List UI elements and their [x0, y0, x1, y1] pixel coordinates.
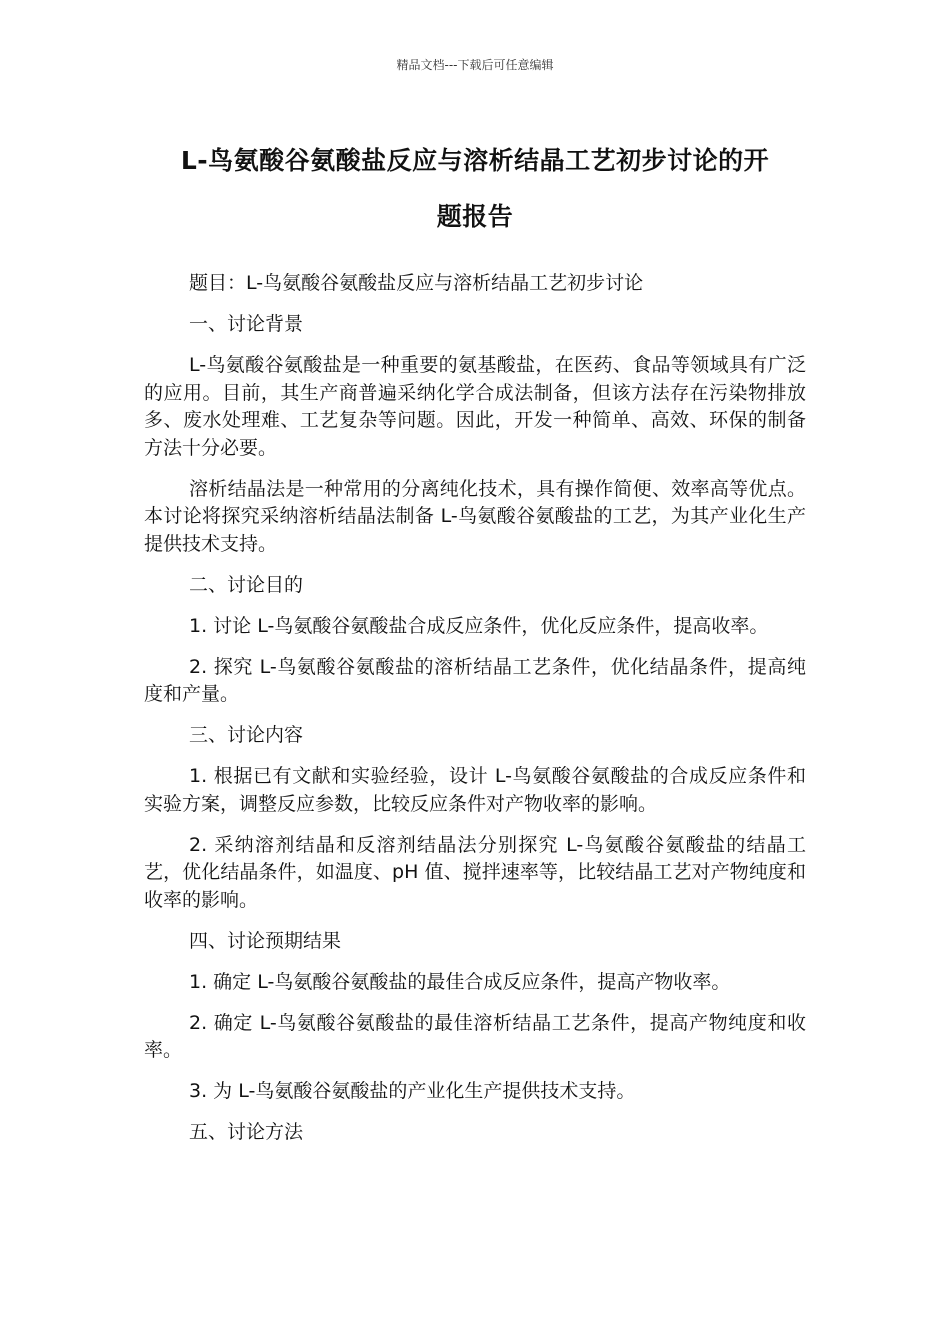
title-line-1: L-鸟氨酸谷氨酸盐反应与溶析结晶工艺初步讨论的开	[180, 146, 770, 175]
background-paragraph-1: L-鸟氨酸谷氨酸盐是一种重要的氨基酸盐，在医药、食品等领域具有广泛的应用。目前，其生产商普遍采纳化学合成法制备，但该方法存在污染物排放多、废水处理难、工艺复杂等问题。因此，开发一种简单、高效、环保的制备方法十分必要。	[144, 354, 806, 459]
section-heading-purpose: 二、讨论目的	[189, 573, 304, 596]
document-title	[140, 133, 810, 245]
background-paragraph-2: 溶析结晶法是一种常用的分离纯化技术，具有操作简便、效率高等优点。本讨论将探究采纳溶析结晶法制备 L-鸟氨酸谷氨酸盐的工艺，为其产业化生产提供技术支持。	[144, 477, 806, 555]
section-heading-background: 一、讨论背景	[189, 313, 304, 335]
title-line-2: 题报告	[436, 202, 514, 231]
purpose-item-1: 1. 讨论 L-鸟氨酸谷氨酸盐合成反应条件，优化反应条件，提高收率。	[189, 614, 769, 637]
expected-result-item-2: 2. 确定 L-鸟氨酸谷氨酸盐的最佳溶析结晶工艺条件，提高产物纯度和收率。	[144, 1011, 806, 1061]
document-body	[144, 270, 806, 1160]
section-heading-methods: 五、讨论方法	[189, 1121, 304, 1143]
topic-line: 题目：L-鸟氨酸谷氨酸盐反应与溶析结晶工艺初步讨论	[189, 272, 644, 294]
expected-result-item-1: 1. 确定 L-鸟氨酸谷氨酸盐的最佳合成反应条件，提高产物收率。	[189, 970, 731, 993]
section-heading-content: 三、讨论内容	[189, 724, 304, 746]
content-item-2: 2. 采纳溶剂结晶和反溶剂结晶法分别探究 L-鸟氨酸谷氨酸盐的结晶工艺，优化结晶条件，如温度、pH 值、搅拌速率等，比较结晶工艺对产物纯度和收率的影响。	[144, 833, 806, 911]
page-header: 精品文档---下载后可任意编辑	[396, 58, 554, 72]
expected-result-item-3: 3. 为 L-鸟氨酸谷氨酸盐的产业化生产提供技术支持。	[189, 1080, 636, 1102]
content-item-1: 1. 根据已有文献和实验经验，设计 L-鸟氨酸谷氨酸盐的合成反应条件和实验方案，调整反应参数，比较反应条件对产物收率的影响。	[144, 765, 806, 815]
section-heading-expected-results: 四、讨论预期结果	[189, 929, 342, 952]
purpose-item-2: 2. 探究 L-鸟氨酸谷氨酸盐的溶析结晶工艺条件，优化结晶条件，提高纯度和产量。	[144, 655, 806, 705]
